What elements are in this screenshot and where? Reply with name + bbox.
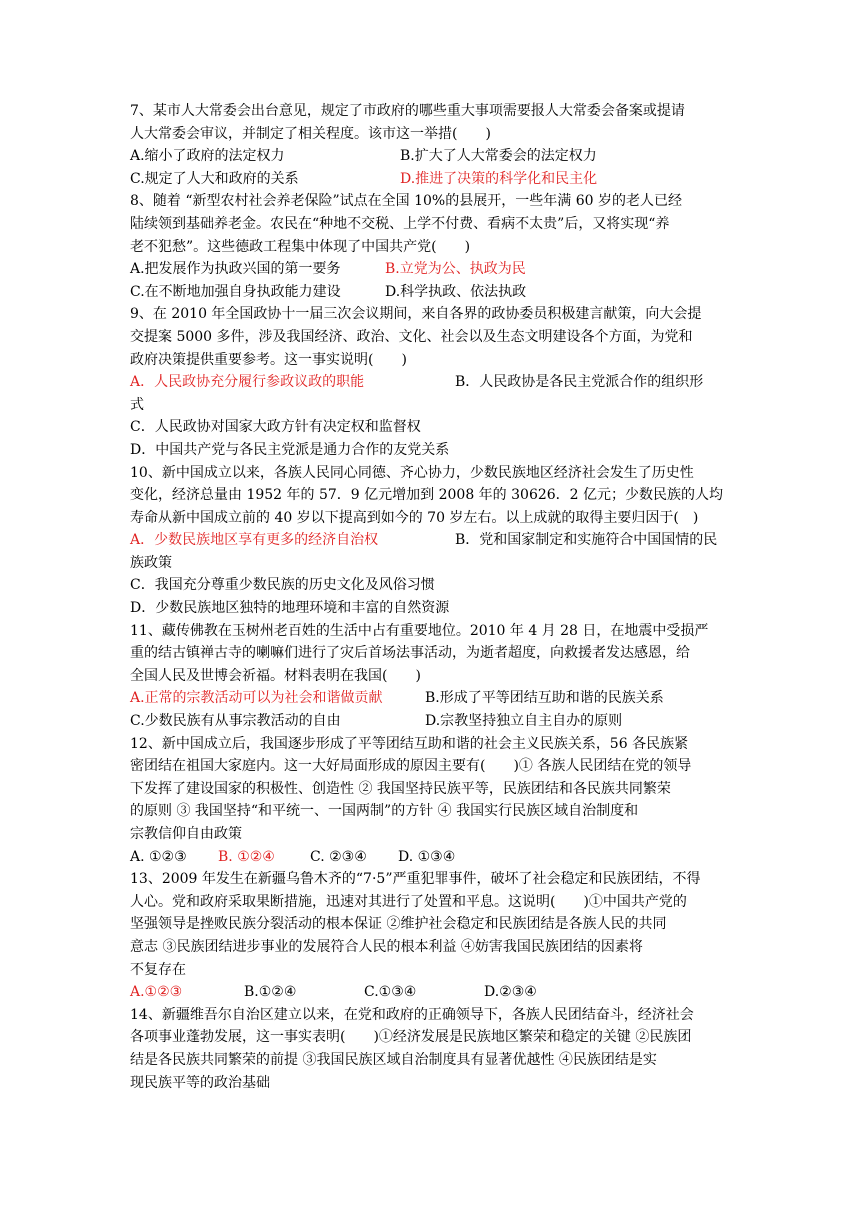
question-text: 10、新中国成立以来，各族人民同心同德、齐心协力，少数民族地区经济社会发生了历史性 (130, 464, 694, 481)
choice-c: C. ②③④ (310, 848, 367, 865)
question-text: 各项事业蓬勃发展，这一事实表明( )①经济发展是民族地区繁荣和稳定的关键 ②民族团 (130, 1029, 692, 1046)
options-row (130, 145, 733, 168)
question-text: 寿命从新中国成立前的 40 岁以下提高到如今的 70 岁左右。以上成就的取得主要归因于( ) (130, 509, 699, 526)
choice-b: B.①②④ (244, 984, 297, 1001)
option-b-continued: 式 (130, 396, 144, 413)
question-text: 老不犯愁”。这些德政工程集中体现了中国共产党( ) (130, 238, 471, 255)
question-text: 变化，经济总量由 1952 年的 57．9 亿元增加到 2008 年的 30626．2 亿元；少数民族的人均 (130, 487, 724, 504)
options-row (130, 168, 733, 191)
option-a-answer: A．少数民族地区享有更多的经济自治权 (130, 532, 379, 549)
option-a: A.把发展作为执政兴国的第一要务 (130, 261, 341, 278)
choices-row (130, 981, 733, 1004)
question-text: 重的结古镇禅古寺的喇嘛们进行了灾后首场法事活动，为逝者超度，向救援者发达感恩，给 (130, 645, 690, 662)
options-row (130, 687, 733, 710)
option-d: D.科学执政、依法执政 (385, 283, 527, 300)
question-text: 的原则 ③ 我国坚持“和平统一、一国两制”的方针 ④ 我国实行民族区域自治制度和 (130, 803, 639, 820)
option-a-answer: A.正常的宗教活动可以为社会和谐做贡献 (130, 690, 383, 707)
question-text: 13、2009 年发生在新疆乌鲁木齐的“7·5”严重犯罪事件，破坏了社会稳定和民族团结，不得 (130, 871, 701, 888)
choice-a-answer: A.①②③ (130, 984, 183, 1001)
question-text: 7、某市人大常委会出台意见，规定了市政府的哪些重大事项需要报人大常委会备案或提请 (130, 103, 685, 119)
question-text: 8、随着 “新型农村社会养老保险”试点在全国 10%的县展开，一些年满 60 岁的老人已经 (130, 193, 682, 210)
option-d: D.宗教坚持独立自主自办的原则 (425, 713, 623, 730)
option-b-continued: 族政策 (130, 554, 172, 571)
option-c: C.在不断地加强自身执政能力建设 (130, 283, 341, 300)
question-13 (130, 868, 733, 1004)
question-text: 不复存在 (130, 961, 186, 978)
question-8 (130, 190, 733, 303)
options-row (130, 529, 733, 552)
choice-d: D. ①③④ (398, 848, 456, 865)
exam-page (130, 100, 733, 1094)
question-text: 政府决策提供重要参考。这一事实说明( ) (130, 351, 407, 368)
option-b: B.扩大了人大常委会的法定权力 (400, 148, 597, 165)
option-b: B．党和国家制定和实施符合中国国情的民 (455, 532, 718, 549)
question-text: 9、在 2010 年全国政协十一届三次会议期间，来自各界的政协委员积极建言献策，向大会提 (130, 306, 702, 323)
option-c: C.少数民族有从事宗教活动的自由 (130, 713, 341, 730)
option-c: C.规定了人大和政府的关系 (130, 170, 299, 187)
option-b: B.形成了平等团结互助和谐的民族关系 (425, 690, 664, 707)
question-text: 现民族平等的政治基础 (130, 1074, 270, 1091)
choice-a: A. ①②③ (130, 848, 187, 865)
option-d-answer: D.推进了决策的科学化和民主化 (400, 170, 598, 187)
question-text: 全国人民及世博会祈福。材料表明在我国( ) (130, 667, 421, 684)
choices-row (130, 846, 733, 869)
option-a: A.缩小了政府的法定权力 (130, 148, 285, 165)
question-9 (130, 303, 733, 461)
question-text: 结是各民族共同繁荣的前提 ③我国民族区域自治制度具有显著优越性 ④民族团结是实 (130, 1051, 657, 1068)
question-text: 12、新中国成立后，我国逐步形成了平等团结互助和谐的社会主义民族关系，56 各民族紧 (130, 735, 689, 752)
choice-b-answer: B. ①②④ (218, 848, 275, 865)
options-row (130, 371, 733, 394)
question-10 (130, 462, 733, 620)
question-text: 密团结在祖国大家庭内。这一大好局面形成的原因主要有( )① 各族人民团结在党的领导 (130, 758, 692, 775)
options-row (130, 281, 733, 304)
question-14 (130, 1004, 733, 1094)
question-text: 宗教信仰自由政策 (130, 826, 242, 842)
choice-d: D.②③④ (484, 984, 537, 1001)
option-b: B．人民政协是各民主党派合作的组织形 (455, 374, 704, 391)
question-text: 下发挥了建设国家的积极性、创造性 ② 我国坚持民族平等，民族团结和各民族共同繁荣 (130, 780, 671, 797)
options-row (130, 258, 733, 281)
question-text: 意志 ③民族团结进步事业的发展符合人民的根本利益 ④妨害我国民族团结的因素将 (130, 938, 643, 955)
question-text: 陆续领到基础养老金。农民在“种地不交税、上学不付费、看病不太贵”后，又将实现“养 (130, 215, 670, 232)
option-b-answer: B.立党为公、执政为民 (385, 261, 526, 278)
choice-c: C.①③④ (364, 984, 417, 1001)
option-a-answer: A．人民政协充分履行参政议政的职能 (130, 374, 365, 391)
option-c: C．人民政协对国家大政方针有决定权和监督权 (130, 419, 421, 436)
question-text: 人心。党和政府采取果断措施，迅速对其进行了处置和平息。这说明( )①中国共产党的 (130, 893, 687, 910)
question-12 (130, 733, 733, 869)
question-text: 坚强领导是挫败民族分裂活动的根本保证 ②维护社会稳定和民族团结是各族人民的共同 (130, 916, 667, 933)
option-d: D．少数民族地区独特的地理环境和丰富的自然资源 (130, 600, 450, 617)
options-row (130, 710, 733, 733)
question-11 (130, 620, 733, 733)
question-text: 交提案 5000 多件，涉及我国经济、政治、文化、社会以及生态文明建设各个方面，为党和 (130, 328, 693, 345)
question-text: 14、新疆维吾尔自治区建立以来，在党和政府的正确领导下，各族人民团结奋斗，经济社会 (130, 1006, 694, 1023)
question-text: 11、藏传佛教在玉树州老百姓的生活中占有重要地位。2010 年 4 月 28 日，在地震中受损严 (130, 622, 709, 639)
option-c: C．我国充分尊重少数民族的历史文化及风俗习惯 (130, 577, 435, 594)
option-d: D．中国共产党与各民主党派是通力合作的友党关系 (130, 441, 450, 458)
question-7 (130, 100, 733, 190)
question-text: 人大常委会审议，并制定了相关程度。该市这一举措( ) (130, 125, 491, 142)
